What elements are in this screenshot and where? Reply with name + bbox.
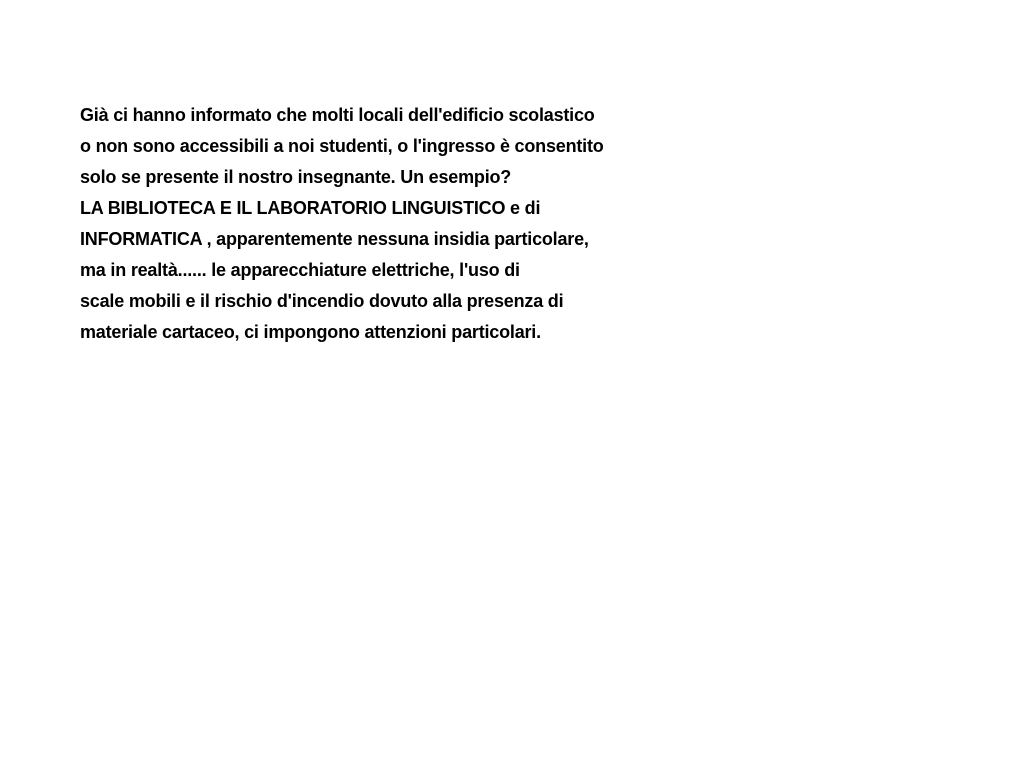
- text-line: o non sono accessibili a noi studenti, o l'ingresso è consentito: [80, 136, 604, 156]
- text-line: ma in realtà...... le apparecchiature elettriche, l'uso di: [80, 260, 520, 280]
- text-line: materiale cartaceo, ci impongono attenzioni particolari.: [80, 322, 541, 342]
- text-line: solo se presente il nostro insegnante. Un esempio?: [80, 167, 512, 187]
- body-text: [80, 100, 780, 348]
- text-line: LA BIBLIOTECA E IL LABORATORIO LINGUISTICO e di: [80, 198, 541, 218]
- text-line: Già ci hanno informato che molti locali dell'edificio scolastico: [80, 105, 595, 125]
- text-line: scale mobili e il rischio d'incendio dovuto alla presenza di: [80, 291, 564, 311]
- text-line: INFORMATICA , apparentemente nessuna insidia particolare,: [80, 229, 589, 249]
